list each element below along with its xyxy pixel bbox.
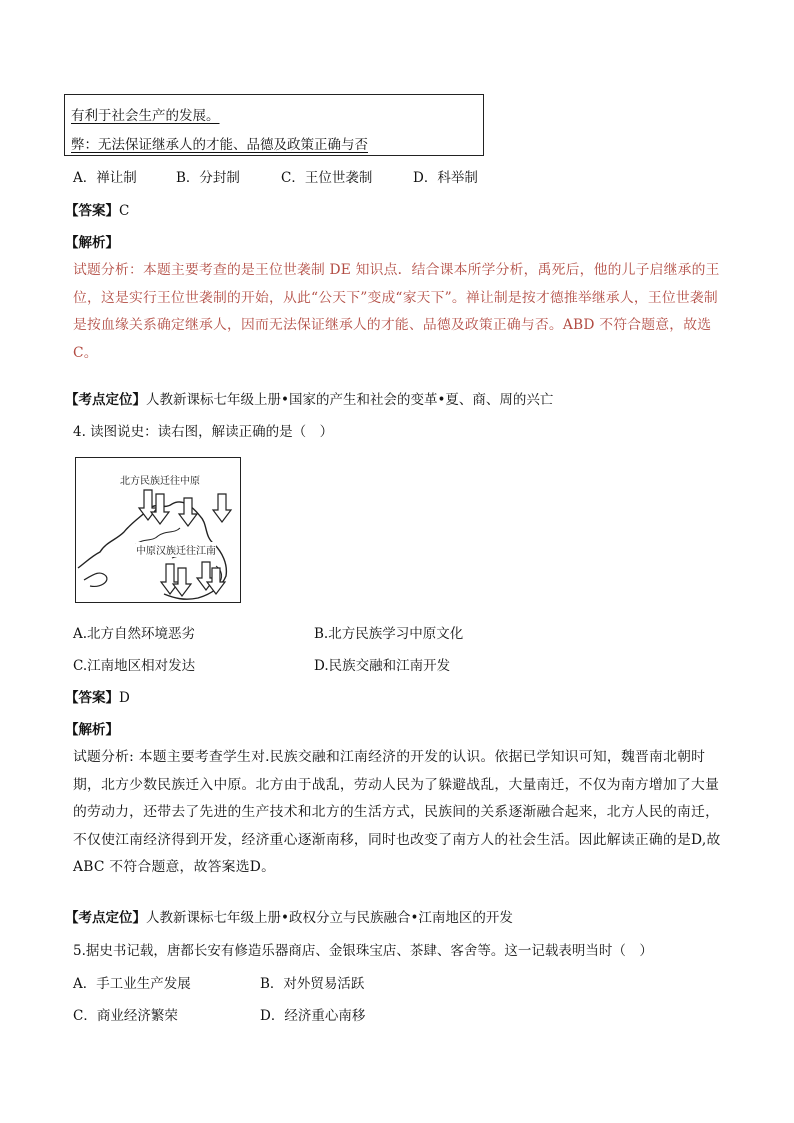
box-line-advantage: 有利于社会生产的发展。	[71, 108, 220, 124]
q5-option-b: B．对外贸易活跃	[260, 976, 365, 992]
map-label-south-migration: 中原汉族迁往江南	[136, 542, 216, 557]
q5-option-c: C．商业经济繁荣	[73, 1008, 178, 1024]
q4-analysis-label: 【解析】	[65, 722, 119, 738]
q3-exam-point-text: 人教新课标七年级上册•国家的产生和社会的变革•夏、商、周的兴亡	[146, 392, 554, 408]
q3-answer-value: C	[119, 203, 130, 219]
q4-stem: 4. 读图说史：读右图，解读正确的是（ ）	[73, 424, 334, 440]
box-line-disadvantage: 弊：无法保证继承人的才能、品德及政策正确与否	[71, 137, 368, 153]
q3-option-a: A．禅让制	[73, 170, 137, 186]
q4-exam-point-label: 【考点定位】	[65, 910, 146, 926]
q4-answer-value: D	[119, 690, 130, 706]
q3-analysis-label: 【解析】	[65, 235, 119, 251]
q5-option-d: D．经济重心南移	[260, 1008, 366, 1024]
q4-option-b: B.北方民族学习中原文化	[314, 626, 464, 642]
map-label-north-migration: 北方民族迁往中原	[120, 472, 200, 487]
advantage-disadvantage-box	[64, 94, 484, 156]
q3-option-c: C．王位世袭制	[281, 170, 373, 186]
q3-answer	[65, 199, 129, 219]
q3-exam-point-label: 【考点定位】	[65, 392, 146, 408]
q4-option-c: C.江南地区相对发达	[73, 658, 196, 674]
q4-exam-point-text: 人教新课标七年级上册•政权分立与民族融合•江南地区的开发	[146, 910, 513, 926]
q4-exam-point	[65, 906, 513, 926]
q3-option-b: B．分封制	[176, 170, 240, 186]
q5-stem: 5.据史书记载，唐都长安有修造乐器商店、金银珠宝店、茶肆、客舍等。这一记载表明当时（ ）	[73, 943, 653, 959]
q3-option-d: D．科举制	[413, 170, 478, 186]
q4-answer-label: 【答案】	[65, 690, 119, 706]
q4-option-d: D.民族交融和江南开发	[314, 658, 451, 674]
q3-exam-point	[65, 388, 553, 408]
q3-analysis-text: 试题分析：本题主要考查的是王位世袭制 DE 知识点．结合课本所学分析，禹死后，他的儿子启继承的王位，这是实行王位世袭制的开始，从此“公天下”变成“家天下”。禅让制是按才德推举继承人，王位世袭制是按血缘关系确定继承人，因而无法保证继承人的才能、品德及政策正确与否。ABD 不符合题意，故选C。	[73, 262, 720, 361]
migration-map	[75, 457, 241, 603]
q4-analysis-text: 试题分析: 本题主要考查学生对.民族交融和江南经济的开发的认识。依据已学知识可知，魏晋南北朝时期，北方少数民族迁入中原。北方由于战乱，劳动人民为了躲避战乱，大量南迁，不仅为南方增加了大量的劳动力，还带去了先进的生产技术和北方的生活方式，民族间的关系逐渐融合起来，北方人民的南迁，不仅使江南经济得到开发，经济重心逐渐南移，同时也改变了南方人的社会生活。因此解读正确的是D,故 ABC 不符合题意，故答案选D。	[73, 749, 721, 875]
q5-option-a: A．手工业生产发展	[73, 976, 191, 992]
q4-answer	[65, 686, 130, 706]
q4-option-a: A.北方自然环境恶劣	[73, 626, 196, 642]
q3-answer-label: 【答案】	[65, 203, 119, 219]
